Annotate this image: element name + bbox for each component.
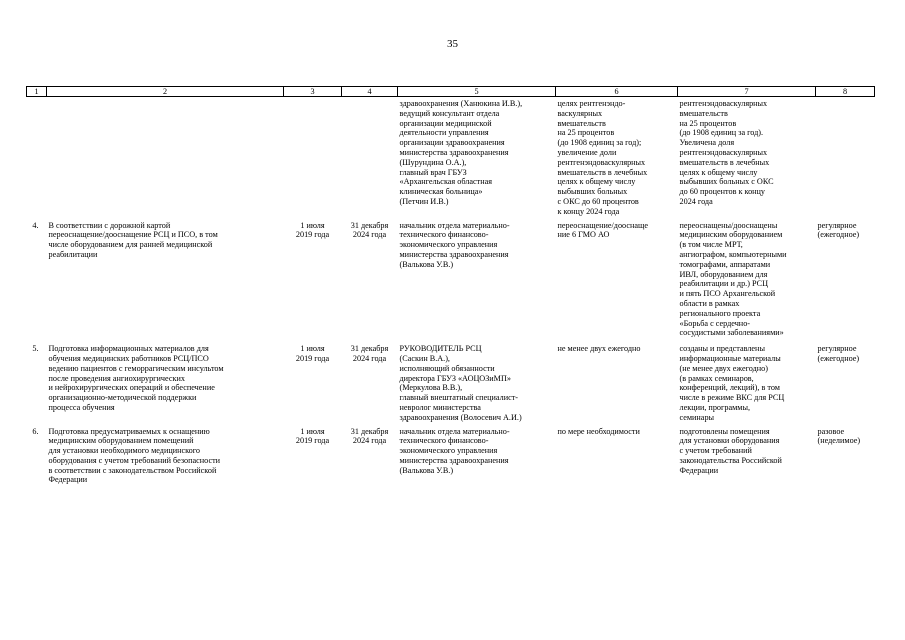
responsible-text: РУКОВОДИТЕЛЬ РСЦ (Саскин В.А.), исполняющий обязанности директора ГБУЗ «АОЦОЗиМП» (Меркулова В.В.), главный внештатный специалист- невролог министерства здравоохранения (Волосевич А.И.) [399,344,522,422]
start-date: 1 июля 2019 года [295,344,330,363]
table-row-5 [27,338,875,422]
result-text: созданы и представлены информационные материалы (не менее двух ежегодно) (в рамках семинаров, конференций, лекций), в том числе в режиме ВКС для РСЦ лекции, программы, семинары [679,344,785,422]
column-header: 4 [342,87,398,97]
indicator-text: не менее двух ежегодно [557,344,641,354]
table-row-4 [27,217,875,339]
frequency-text [816,97,875,217]
column-header: 6 [556,87,678,97]
column-header: 1 [27,87,47,97]
result-text: рентгенэндоваскулярных вмешательств на 25 процентов (до 1908 единиц за год). Увеличена доля рентгенэндоваскулярных вмешательств в лечебных целях к общему числу выбывших больных с ОКС до 60 процентов к концу 2024 года [679,99,774,206]
event-text: В соответствии с дорожной картой переоснащение/дооснащение РСЦ и ПСО, в том числе оборудованием для ранней медицинской реабилитации [48,220,218,259]
end-date: 31 декабря 2024 года [350,344,389,363]
column-header: 2 [47,87,284,97]
column-header: 3 [284,87,342,97]
event-text: Подготовка информационных материалов для обучения медицинских работников РСЦ/ПСО ведению пациентов с геморрагическим инсультом после проведения ангиохирургических и нейрохирургических операций и обеспечение организационно-методической поддержки процесса обучения [48,344,224,412]
column-number-header-row [27,87,875,97]
responsible-text: начальник отдела материально- технического финансово- экономического управления министерства здравоохранения (Валькова У.В.) [399,220,510,269]
event-text: Подготовка предусматриваемых к оснащению медицинским оборудованием помещений для установки необходимого медицинского оборудования с учетом требований безопасности в соответствии с законодательством Российской Федерации [48,426,221,485]
frequency-text: регулярное (ежегодное) [817,344,860,363]
table-row-continuation [27,97,875,217]
start-date [284,97,342,217]
column-header: 5 [398,87,556,97]
row-number [27,97,47,217]
start-date: 1 июля 2019 года [295,426,330,446]
end-date: 31 декабря 2024 года [350,426,389,446]
indicator-text: по мере необходимости [557,426,640,436]
indicator-text: переоснащение/дооснаще ние 6 ГМО АО [557,220,648,240]
responsible-text: начальник отдела материально- технического финансово- экономического управления министерства здравоохранения (Валькова У.В.) [399,426,510,475]
frequency-text: разовое (неделимое) [817,426,861,446]
table-row-6 [27,423,875,486]
frequency-text: регулярное (ежегодное) [817,220,860,240]
row-number: 5. [32,344,39,354]
row-number: 6. [32,426,39,436]
column-header: 7 [678,87,816,97]
column-header: 8 [816,87,875,97]
indicator-text: целях рентгенэндо- васкулярных вмешательств на 25 процентов (до 1908 единиц за год); увеличение доли рентгенэндоваскулярных вмешательств в лечебных целях к общему числу выбывших больных с ОКС до 60 процентов к концу 2024 года [557,99,648,216]
result-text: подготовлены помещения для установки оборудования с учетом требований законодательства Российской Федерации [679,426,782,475]
event-text [47,97,284,217]
row-number: 4. [32,220,39,230]
page-number: 35 [447,38,458,50]
responsible-text: здравоохранения (Ханюкина И.В.), ведущий консультант отдела организации медицинской деятельности управления организации здравоохранения министерства здравоохранения (Шурундина О.А.), главный врач ГБУЗ «Архангельская областная клиническая больница» (Петчин И.В.) [399,99,523,206]
start-date: 1 июля 2019 года [295,220,330,240]
plan-table [26,86,875,485]
end-date [342,97,398,217]
result-text: переоснащены/дооснащены медицинским оборудованием (в том числе МРТ, ангиографом, компьютерными томографами, аппаратами ИВЛ, оборудованием для реабилитации и др.) РСЦ и пять ПСО Архангельской области в рамках регионального проекта «Борьба с сердечно- сосудистыми заболеваниями» [679,220,787,338]
end-date: 31 декабря 2024 года [350,220,389,240]
